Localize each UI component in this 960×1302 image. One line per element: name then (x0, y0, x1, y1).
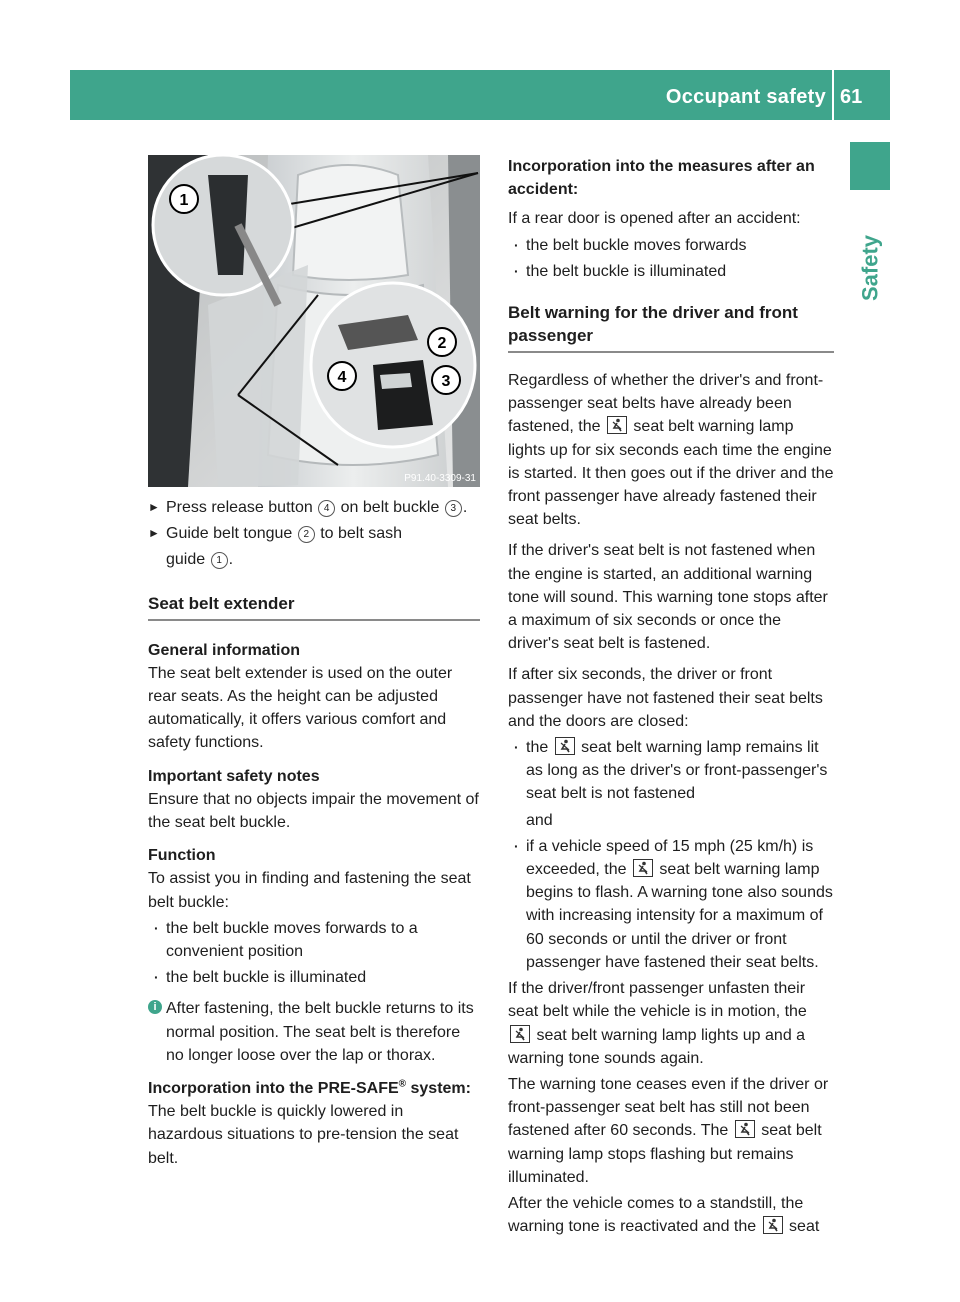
paragraph: Regardless of whether the driver's and front-passenger seat belts have already been fastened, the seat belt warning lamp lights up for six seconds each time the engine is started. It then goes out if the driver and the front passenger have already fastened their seat belts. (508, 372, 834, 529)
paragraph: The seat belt extender is used on the outer rear seats. As the height can be adjusted automatically, it offers various comfort and safety functions. (148, 664, 453, 752)
paragraph: If the driver/front passenger unfasten their seat belt while the vehicle is in motion, the seat belt warning lamp lights up and a warning tone sounds again. (508, 980, 807, 1067)
ref-circle: 2 (298, 526, 315, 543)
seat-belt-warning-icon (763, 1216, 783, 1234)
right-column (508, 155, 834, 1238)
step-1: ► Press release button 4 on belt buckle 3 . (148, 496, 480, 519)
paragraph: If a rear door is opened after an accident: (508, 210, 801, 228)
callout-3 (432, 366, 460, 394)
paragraph: If after six seconds, the driver or front passenger have not fastened their seat belts and the doors are closed: (508, 666, 823, 730)
seat-belt-warning-icon (555, 737, 575, 755)
callout-2 (428, 328, 456, 356)
step-2-continued: guide 1 . (166, 551, 234, 569)
callout-1 (170, 185, 198, 213)
figure-code: P91.40-3309-31 (404, 473, 476, 484)
list-item: · if a vehicle speed of 15 mph (25 km/h) is exceeded, the seat belt warning lamp begins to flash. A warning tone also sounds with increasing intensity for a maximum of 60 seconds or until the driver or front passenger have fastened their seat belts. (514, 837, 833, 971)
list-item: · the belt buckle moves forwards to a convenient position (154, 919, 418, 961)
svg-text:1: 1 (179, 192, 189, 209)
seat-belt-warning-icon (607, 416, 627, 434)
subheading: Incorporation into the PRE-SAFE® system: (148, 1078, 471, 1098)
svg-text:4: 4 (337, 369, 347, 386)
list-item: · the seat belt warning lamp remains lit as long as the driver's or front-passenger's seat belt is not fastened (514, 739, 828, 803)
subheading: Important safety notes (148, 767, 320, 785)
list-item: · the belt buckle moves forwards (514, 236, 747, 254)
seat-belt-warning-icon (735, 1120, 755, 1138)
subheading: Incorporation into the measures after an accident: (508, 158, 815, 199)
paragraph: The warning tone ceases even if the driver or front-passenger seat belt has still not been fastened after 60 seconds. The seat belt warning lamp stops flashing but remains illuminated. (508, 1075, 829, 1186)
svg-text:3: 3 (441, 373, 451, 390)
side-tab-marker (850, 142, 890, 190)
step-2: ► Guide belt tongue 2 to belt sash (148, 522, 480, 545)
paragraph: Ensure that no objects impair the movement of the seat belt buckle. (148, 790, 479, 832)
callout-4 (328, 362, 356, 390)
ref-circle: 4 (318, 500, 335, 517)
seat-belt-warning-icon (633, 859, 653, 877)
ref-circle: 3 (445, 500, 462, 517)
section-heading: Seat belt extender (148, 592, 480, 621)
header-divider (832, 70, 834, 120)
step-arrow-icon: ► (148, 500, 160, 514)
list-item: · the belt buckle is illuminated (154, 969, 367, 987)
seat-belt-figure (148, 155, 480, 487)
subheading: Function (148, 847, 216, 865)
info-icon: i (148, 1000, 162, 1014)
info-note: i After fastening, the belt buckle returns to its normal position. The seat belt is therefore no longer loose over the lap or thorax. (148, 997, 480, 1067)
side-section-label: Safety (857, 234, 883, 302)
left-column (148, 496, 480, 1170)
list-item: · the belt buckle is illuminated (514, 262, 727, 280)
seat-belt-warning-icon (510, 1025, 530, 1043)
svg-text:2: 2 (437, 335, 447, 352)
section-heading: Belt warning for the driver and front passenger (508, 301, 834, 353)
step-arrow-icon: ► (148, 526, 160, 541)
paragraph: To assist you in finding and fastening the seat belt buckle: (148, 870, 471, 911)
ref-circle: 1 (211, 552, 228, 569)
seat-belt-illustration (148, 155, 480, 487)
paragraph: The belt buckle is quickly lowered in hazardous situations to pre-tension the seat belt. (148, 1103, 459, 1167)
page-title: Occupant safety (665, 86, 826, 108)
subheading: General information (148, 641, 301, 659)
paragraph: After the vehicle comes to a standstill, the warning tone is reactivated and the seat (508, 1194, 820, 1236)
page-number: 61 (840, 86, 863, 108)
conjunction: and (526, 811, 553, 829)
paragraph: If the driver's seat belt is not fastened when the engine is started, an additional warning tone will sound. This warning tone stops after a maximum of six seconds or once the driver's seat belt is fastened. (508, 542, 828, 653)
